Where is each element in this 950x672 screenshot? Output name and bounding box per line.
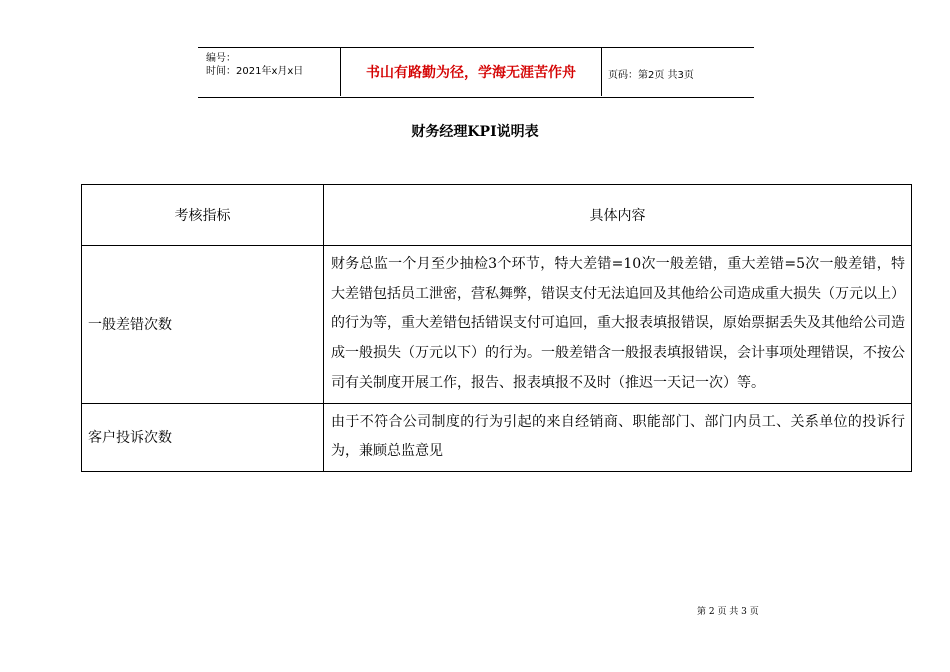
content-cell: 财务总监一个月至少抽检3个环节，特大差错=10次一般差错，重大差错=5次一般差错，特大差错包括员工泄密，营私舞弊，错误支付无法追回及其他给公司造成重大损失（万元以上）的行为等，重大差错包括错误支付可追回，重大报表填报错误，原始票据丢失及其他给公司造成一般损失（万元以下）的行为。一般差错含一般报表填报错误，会计事项处理错误，不按公司有关制度开展工作，报告、报表填报不及时（推迟一天记一次）等。 <box>324 246 912 404</box>
page-header <box>198 47 754 98</box>
table-row <box>82 246 912 404</box>
indicator-cell: 客户投诉次数 <box>82 403 324 471</box>
table-row <box>82 403 912 471</box>
page-footer: 第 2 页 共 3 页 <box>697 607 759 617</box>
header-page-label: 页码：第2页 共3页 <box>608 70 694 81</box>
indicator-cell: 一般差错次数 <box>82 246 324 404</box>
date-label: 时间：2021年x月x日 <box>206 66 304 77</box>
document-title: 财务经理KPI说明表 <box>411 124 539 140</box>
header-meta <box>206 52 336 78</box>
column-header-content: 具体内容 <box>324 185 912 246</box>
kpi-table <box>81 184 912 472</box>
header-motto: 书山有路勤为径，学海无涯苦作舟 <box>340 48 602 96</box>
number-label: 编号： <box>206 53 236 64</box>
table-header-row <box>82 185 912 246</box>
column-header-indicator: 考核指标 <box>82 185 324 246</box>
content-cell: 由于不符合公司制度的行为引起的来自经销商、职能部门、部门内员工、关系单位的投诉行为，兼顾总监意见 <box>324 403 912 471</box>
